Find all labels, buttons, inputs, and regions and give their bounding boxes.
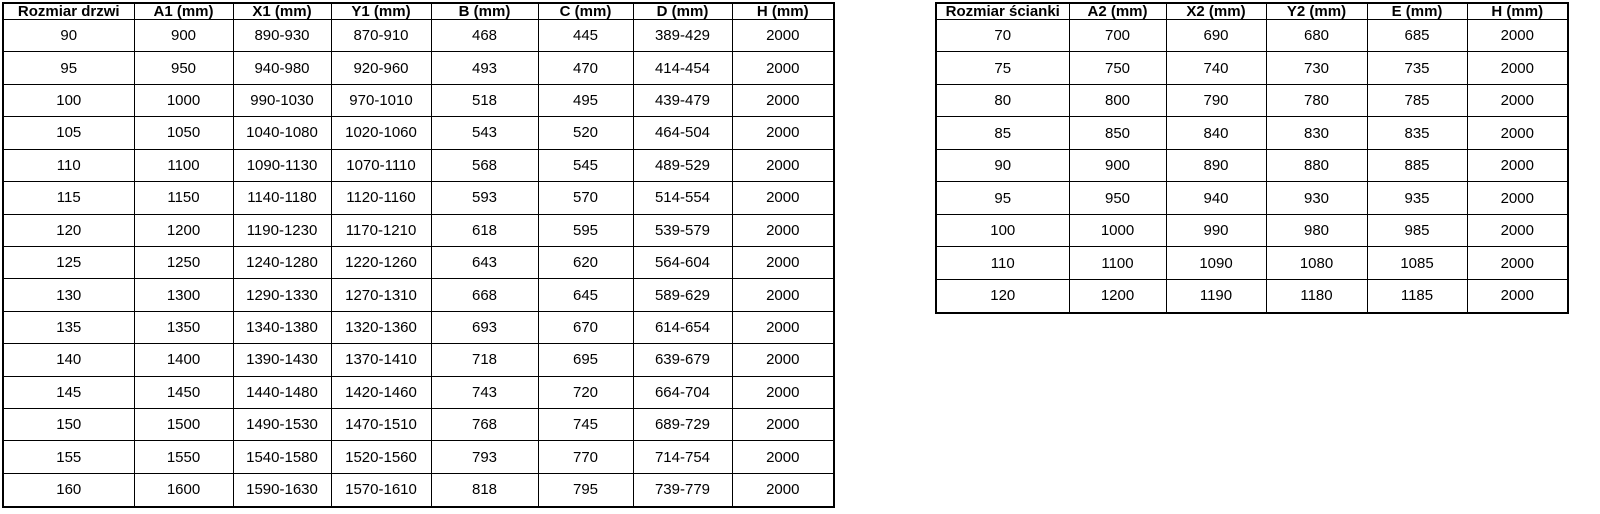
cell: 2000	[1467, 182, 1568, 214]
column-header: A2 (mm)	[1069, 3, 1166, 20]
cell: 2000	[1467, 84, 1568, 116]
cell: 695	[538, 344, 633, 376]
cell: 2000	[732, 84, 834, 116]
cell: 935	[1367, 182, 1467, 214]
cell: 1590-1630	[233, 473, 331, 507]
cell: 1100	[1069, 247, 1166, 279]
cell: 160	[3, 473, 134, 507]
cell: 1520-1560	[331, 441, 431, 473]
cell: 980	[1266, 214, 1367, 246]
cell: 1350	[134, 311, 233, 343]
cell: 680	[1266, 20, 1367, 52]
cell: 85	[936, 117, 1069, 149]
cell: 990-1030	[233, 84, 331, 116]
table-row	[3, 214, 834, 246]
cell: 668	[431, 279, 538, 311]
cell: 1050	[134, 117, 233, 149]
cell: 125	[3, 246, 134, 278]
cell: 2000	[732, 20, 834, 52]
cell: 885	[1367, 149, 1467, 181]
cell: 464-504	[633, 117, 732, 149]
cell: 593	[431, 182, 538, 214]
cell: 990	[1166, 214, 1266, 246]
cell: 545	[538, 149, 633, 181]
cell: 564-604	[633, 246, 732, 278]
cell: 1085	[1367, 247, 1467, 279]
cell: 900	[134, 20, 233, 52]
cell: 1200	[1069, 279, 1166, 313]
cell: 785	[1367, 84, 1467, 116]
cell: 1370-1410	[331, 344, 431, 376]
cell: 920-960	[331, 52, 431, 84]
cell: 768	[431, 409, 538, 441]
cell: 2000	[732, 311, 834, 343]
cell: 735	[1367, 52, 1467, 84]
cell: 105	[3, 117, 134, 149]
cell: 90	[936, 149, 1069, 181]
cell: 115	[3, 182, 134, 214]
cell: 495	[538, 84, 633, 116]
table-row	[936, 84, 1568, 116]
column-header: C (mm)	[538, 3, 633, 20]
cell: 75	[936, 52, 1069, 84]
cell: 743	[431, 376, 538, 408]
cell: 100	[3, 84, 134, 116]
table-row	[3, 182, 834, 214]
header-row	[3, 3, 834, 20]
cell: 639-679	[633, 344, 732, 376]
table-row	[3, 473, 834, 507]
table-row	[936, 182, 1568, 214]
cell: 2000	[732, 214, 834, 246]
table-row	[936, 279, 1568, 313]
cell: 445	[538, 20, 633, 52]
cell: 70	[936, 20, 1069, 52]
column-header: Y2 (mm)	[1266, 3, 1367, 20]
cell: 155	[3, 441, 134, 473]
cell: 595	[538, 214, 633, 246]
cell: 2000	[1467, 52, 1568, 84]
cell: 2000	[1467, 20, 1568, 52]
cell: 120	[936, 279, 1069, 313]
cell: 1090-1130	[233, 149, 331, 181]
cell: 950	[1069, 182, 1166, 214]
cell: 900	[1069, 149, 1166, 181]
cell: 800	[1069, 84, 1166, 116]
cell: 2000	[1467, 214, 1568, 246]
wall-sizes-table	[935, 2, 1569, 314]
table-row	[936, 247, 1568, 279]
cell: 830	[1266, 117, 1367, 149]
cell: 514-554	[633, 182, 732, 214]
column-header: B (mm)	[431, 3, 538, 20]
cell: 120	[3, 214, 134, 246]
cell: 718	[431, 344, 538, 376]
cell: 1420-1460	[331, 376, 431, 408]
cell: 2000	[732, 441, 834, 473]
cell: 739-779	[633, 473, 732, 507]
cell: 880	[1266, 149, 1367, 181]
table-row	[936, 52, 1568, 84]
cell: 1540-1580	[233, 441, 331, 473]
column-header: Y1 (mm)	[331, 3, 431, 20]
cell: 539-579	[633, 214, 732, 246]
cell: 930	[1266, 182, 1367, 214]
cell: 2000	[732, 117, 834, 149]
cell: 140	[3, 344, 134, 376]
cell: 790	[1166, 84, 1266, 116]
cell: 2000	[732, 246, 834, 278]
cell: 493	[431, 52, 538, 84]
table-row	[3, 52, 834, 84]
table-row	[936, 214, 1568, 246]
cell: 693	[431, 311, 538, 343]
cell: 468	[431, 20, 538, 52]
cell: 870-910	[331, 20, 431, 52]
cell: 1500	[134, 409, 233, 441]
cell: 518	[431, 84, 538, 116]
column-header: H (mm)	[732, 3, 834, 20]
cell: 110	[3, 149, 134, 181]
cell: 818	[431, 473, 538, 507]
cell: 1080	[1266, 247, 1367, 279]
column-header: X2 (mm)	[1166, 3, 1266, 20]
column-header: Rozmiar ścianki	[936, 3, 1069, 20]
cell: 750	[1069, 52, 1166, 84]
cell: 890-930	[233, 20, 331, 52]
table-row	[3, 117, 834, 149]
cell: 1000	[134, 84, 233, 116]
cell: 720	[538, 376, 633, 408]
cell: 145	[3, 376, 134, 408]
table-row	[3, 246, 834, 278]
header-row	[936, 3, 1568, 20]
cell: 1320-1360	[331, 311, 431, 343]
table-row	[3, 441, 834, 473]
cell: 470	[538, 52, 633, 84]
cell: 1170-1210	[331, 214, 431, 246]
cell: 643	[431, 246, 538, 278]
cell: 1020-1060	[331, 117, 431, 149]
cell: 2000	[732, 149, 834, 181]
table-row	[936, 20, 1568, 52]
table-row	[3, 344, 834, 376]
table-row	[3, 311, 834, 343]
cell: 95	[3, 52, 134, 84]
cell: 1550	[134, 441, 233, 473]
cell: 2000	[732, 182, 834, 214]
cell: 80	[936, 84, 1069, 116]
cell: 795	[538, 473, 633, 507]
cell: 840	[1166, 117, 1266, 149]
column-header: H (mm)	[1467, 3, 1568, 20]
cell: 1240-1280	[233, 246, 331, 278]
cell: 940-980	[233, 52, 331, 84]
cell: 1300	[134, 279, 233, 311]
cell: 1570-1610	[331, 473, 431, 507]
cell: 110	[936, 247, 1069, 279]
cell: 2000	[1467, 117, 1568, 149]
cell: 670	[538, 311, 633, 343]
cell: 714-754	[633, 441, 732, 473]
cell: 793	[431, 441, 538, 473]
cell: 439-479	[633, 84, 732, 116]
cell: 970-1010	[331, 84, 431, 116]
cell: 543	[431, 117, 538, 149]
cell: 1180	[1266, 279, 1367, 313]
cell: 780	[1266, 84, 1367, 116]
cell: 2000	[1467, 279, 1568, 313]
cell: 1000	[1069, 214, 1166, 246]
cell: 690	[1166, 20, 1266, 52]
cell: 100	[936, 214, 1069, 246]
cell: 570	[538, 182, 633, 214]
cell: 2000	[732, 52, 834, 84]
cell: 1190	[1166, 279, 1266, 313]
cell: 2000	[732, 376, 834, 408]
cell: 2000	[732, 344, 834, 376]
table-row	[3, 20, 834, 52]
cell: 1220-1260	[331, 246, 431, 278]
cell: 2000	[1467, 247, 1568, 279]
cell: 90	[3, 20, 134, 52]
cell: 135	[3, 311, 134, 343]
cell: 664-704	[633, 376, 732, 408]
table-row	[936, 117, 1568, 149]
column-header: D (mm)	[633, 3, 732, 20]
cell: 589-629	[633, 279, 732, 311]
cell: 1440-1480	[233, 376, 331, 408]
column-header: Rozmiar drzwi	[3, 3, 134, 20]
cell: 1390-1430	[233, 344, 331, 376]
cell: 1340-1380	[233, 311, 331, 343]
cell: 835	[1367, 117, 1467, 149]
cell: 1490-1530	[233, 409, 331, 441]
cell: 700	[1069, 20, 1166, 52]
cell: 1090	[1166, 247, 1266, 279]
cell: 1400	[134, 344, 233, 376]
cell: 1270-1310	[331, 279, 431, 311]
cell: 850	[1069, 117, 1166, 149]
cell: 2000	[1467, 149, 1568, 181]
cell: 890	[1166, 149, 1266, 181]
column-header: X1 (mm)	[233, 3, 331, 20]
cell: 1040-1080	[233, 117, 331, 149]
cell: 1120-1160	[331, 182, 431, 214]
cell: 1070-1110	[331, 149, 431, 181]
cell: 150	[3, 409, 134, 441]
cell: 1450	[134, 376, 233, 408]
cell: 985	[1367, 214, 1467, 246]
table-row	[3, 376, 834, 408]
cell: 620	[538, 246, 633, 278]
cell: 770	[538, 441, 633, 473]
cell: 689-729	[633, 409, 732, 441]
cell: 685	[1367, 20, 1467, 52]
cell: 414-454	[633, 52, 732, 84]
cell: 1190-1230	[233, 214, 331, 246]
cell: 1140-1180	[233, 182, 331, 214]
cell: 1250	[134, 246, 233, 278]
cell: 1600	[134, 473, 233, 507]
column-header: E (mm)	[1367, 3, 1467, 20]
cell: 745	[538, 409, 633, 441]
cell: 614-654	[633, 311, 732, 343]
table-row	[3, 84, 834, 116]
cell: 1185	[1367, 279, 1467, 313]
cell: 740	[1166, 52, 1266, 84]
cell: 489-529	[633, 149, 732, 181]
cell: 389-429	[633, 20, 732, 52]
table-row	[936, 149, 1568, 181]
cell: 950	[134, 52, 233, 84]
cell: 95	[936, 182, 1069, 214]
cell: 1150	[134, 182, 233, 214]
cell: 1100	[134, 149, 233, 181]
table-row	[3, 149, 834, 181]
cell: 1200	[134, 214, 233, 246]
table-row	[3, 409, 834, 441]
cell: 130	[3, 279, 134, 311]
column-header: A1 (mm)	[134, 3, 233, 20]
table-row	[3, 279, 834, 311]
cell: 1290-1330	[233, 279, 331, 311]
cell: 730	[1266, 52, 1367, 84]
cell: 2000	[732, 473, 834, 507]
door-sizes-table	[2, 2, 835, 508]
cell: 645	[538, 279, 633, 311]
cell: 2000	[732, 409, 834, 441]
cell: 1470-1510	[331, 409, 431, 441]
cell: 568	[431, 149, 538, 181]
cell: 940	[1166, 182, 1266, 214]
cell: 520	[538, 117, 633, 149]
cell: 2000	[732, 279, 834, 311]
cell: 618	[431, 214, 538, 246]
